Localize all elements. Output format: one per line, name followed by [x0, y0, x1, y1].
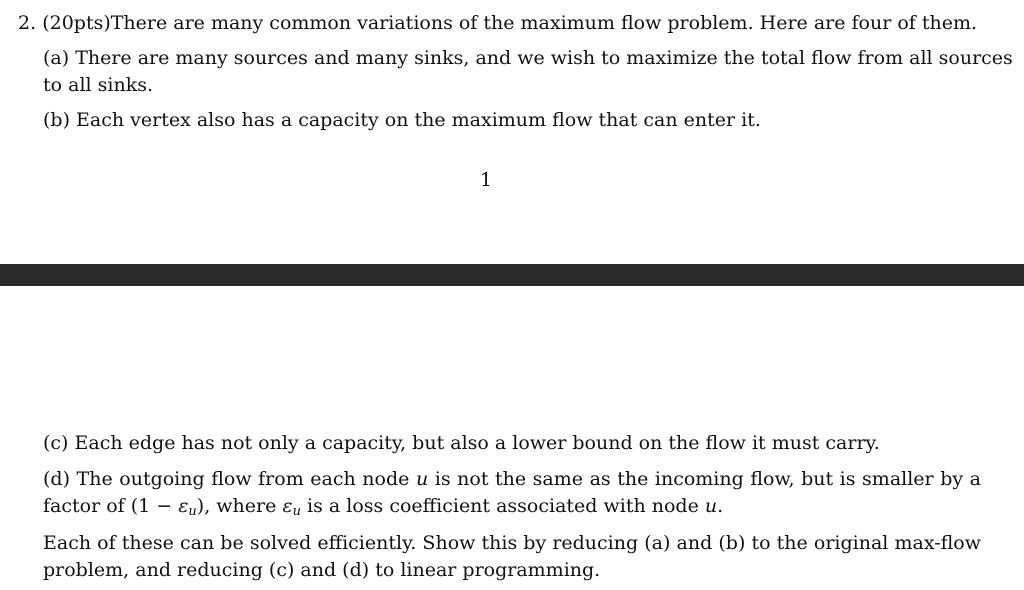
page-separator	[0, 264, 1024, 286]
page-bottom	[0, 286, 1024, 590]
page-number: 1	[480, 169, 493, 191]
part-d-line1-pre: (d) The outgoing flow from each node	[43, 468, 410, 490]
part-d-line1-post: is not the same as the incoming flow, but is smaller by a	[434, 468, 981, 490]
closing-line1: Each of these can be solved efficiently. Show this by reducing (a) and (b) to the original max-flow	[43, 532, 981, 554]
problem-intro: (20pts)There are many common variations of the maximum flow problem. Here are four of them.	[42, 12, 978, 34]
part-d-node-var: u	[415, 468, 429, 490]
page-top	[0, 0, 1024, 264]
part-d-line2	[43, 494, 743, 524]
part-b: (b) Each vertex also has a capacity on the maximum flow that can enter it.	[43, 109, 761, 131]
part-c: (c) Each edge has not only a capacity, but also a lower bound on the flow it must carry.	[43, 432, 880, 454]
part-a-line1: (a) There are many sources and many sinks, and we wish to maximize the total flow from all sources	[43, 47, 1013, 69]
part-d-epsilon-sub-2: u	[292, 504, 301, 519]
part-d-line2-post: is a loss coefficient associated with node	[307, 495, 699, 517]
part-d-node-var-2: u	[704, 495, 718, 517]
problem-heading	[18, 11, 978, 35]
part-d-epsilon-sub: u	[188, 504, 197, 519]
part-d-epsilon: ε	[178, 495, 189, 517]
part-d-line1	[43, 467, 981, 491]
part-d-epsilon-2: ε	[282, 495, 293, 517]
problem-number: 2.	[18, 12, 37, 34]
part-d-line2-mid: ), where	[196, 495, 277, 517]
part-a-line2: to all sinks.	[43, 74, 154, 96]
part-d-line2-end: .	[717, 495, 724, 517]
closing-line2: problem, and reducing (c) and (d) to linear programming.	[43, 559, 601, 581]
part-d-line2-pre: factor of (1 −	[43, 495, 179, 517]
